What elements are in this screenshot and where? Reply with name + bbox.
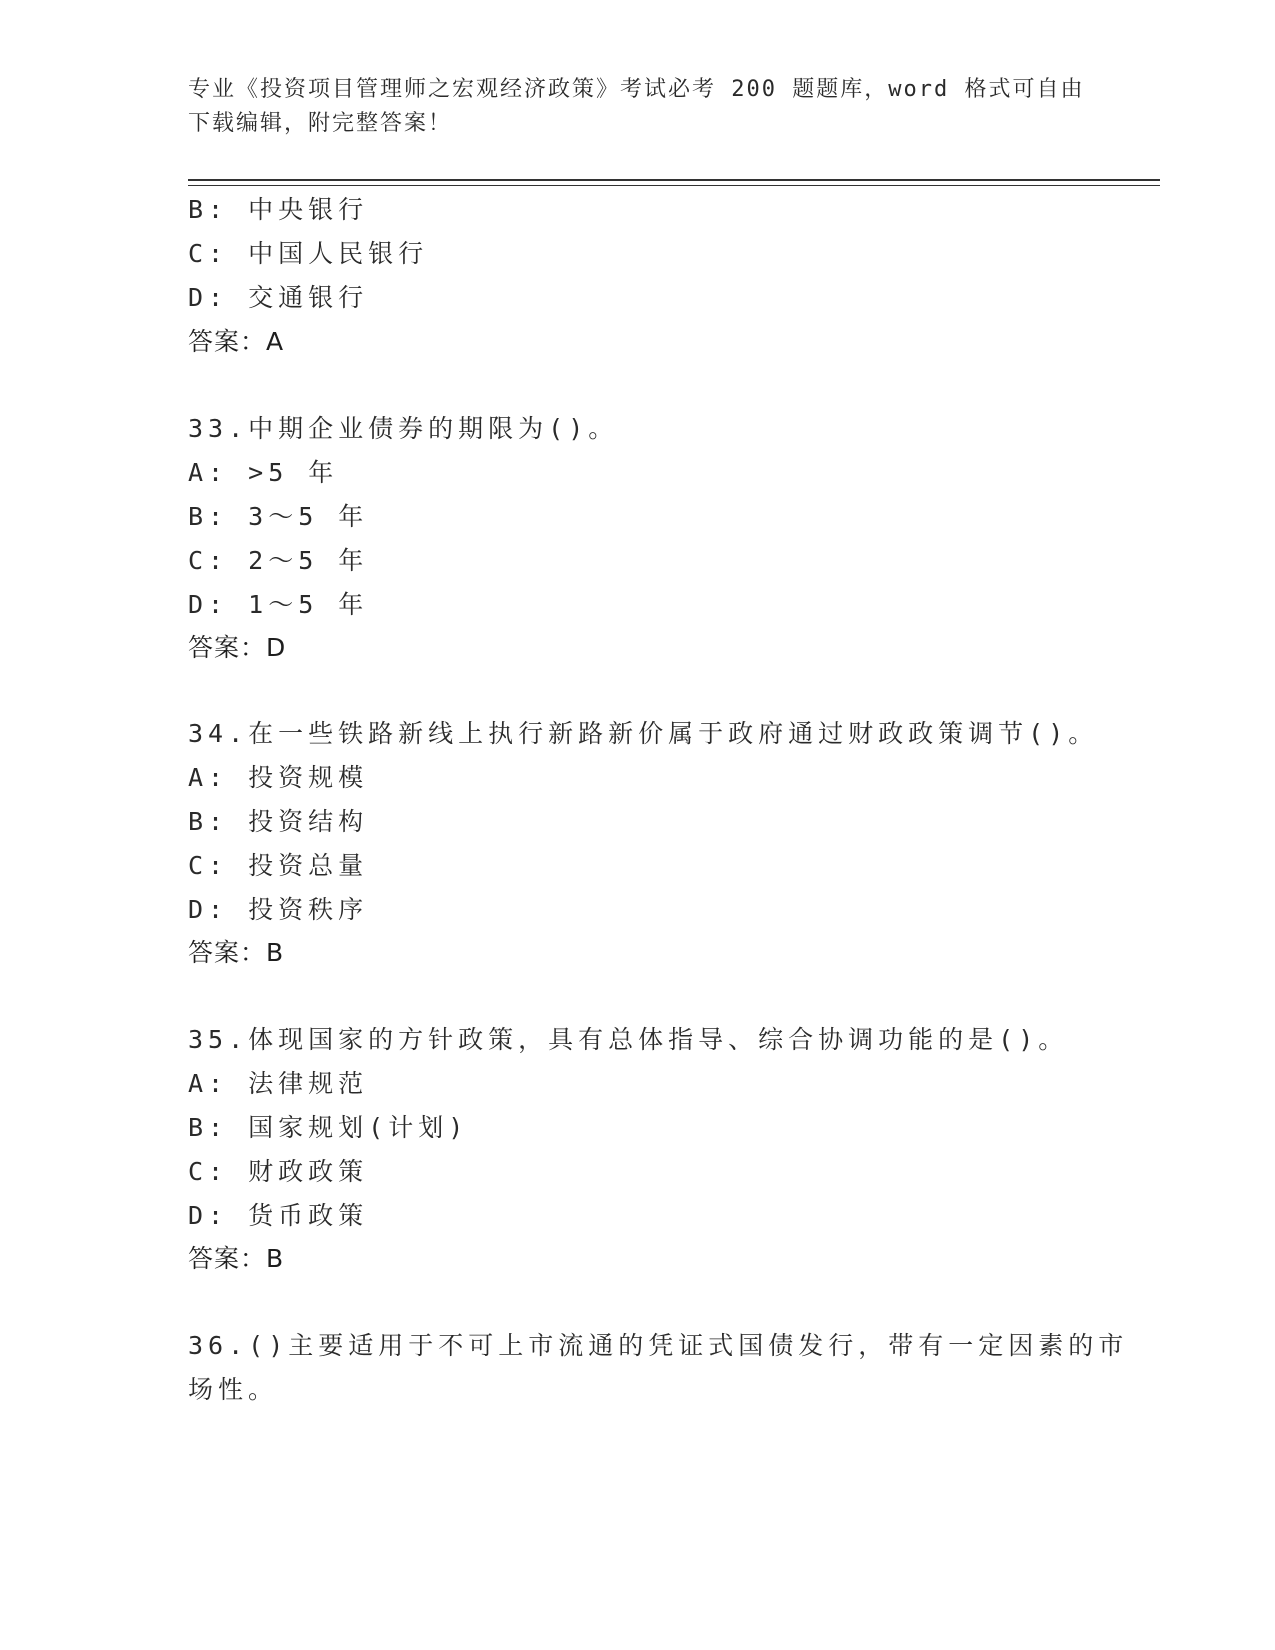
q34-option-d: D: 投资秩序 xyxy=(188,895,369,924)
q32-option-d: D: 交通银行 xyxy=(188,283,369,312)
q32-option-c: C: 中国人民银行 xyxy=(188,239,429,268)
q33-option-b: B: 3～5 年 xyxy=(188,502,369,531)
q36-question-line-2: 场性。 xyxy=(188,1375,279,1404)
q34-option-b: B: 投资结构 xyxy=(188,807,369,836)
q32-option-b: B: 中央银行 xyxy=(188,195,369,224)
q35-option-b: B: 国家规划(计划) xyxy=(188,1113,469,1142)
q34-question: 34.在一些铁路新线上执行新路新价属于政府通过财政政策调节()。 xyxy=(188,719,1099,748)
q33-answer: 答案：D xyxy=(188,633,287,662)
q33-option-a: A: >5 年 xyxy=(188,458,339,487)
q34-option-c: C: 投资总量 xyxy=(188,851,369,880)
header-title-line-1: 专业《投资项目管理师之宏观经济政策》考试必考 200 题题库，word 格式可自由 xyxy=(188,77,1085,102)
header-title-line-2: 下载编辑，附完整答案！ xyxy=(188,111,453,136)
header-divider-thin xyxy=(188,185,1160,186)
q33-question: 33.中期企业债券的期限为()。 xyxy=(188,414,619,443)
q33-option-c: C: 2～5 年 xyxy=(188,546,369,575)
q36-question-line-1: 36.()主要适用于不可上市流通的凭证式国债发行，带有一定因素的市 xyxy=(188,1331,1129,1360)
q35-option-d: D: 货币政策 xyxy=(188,1201,369,1230)
q34-option-a: A: 投资规模 xyxy=(188,763,369,792)
document-header xyxy=(188,73,1085,141)
header-divider-thick xyxy=(188,179,1160,181)
q32-answer: 答案：A xyxy=(188,327,285,356)
q35-option-a: A: 法律规范 xyxy=(188,1069,369,1098)
q35-question: 35.体现国家的方针政策，具有总体指导、综合协调功能的是()。 xyxy=(188,1025,1069,1054)
q34-answer: 答案：B xyxy=(188,938,285,967)
q35-answer: 答案：B xyxy=(188,1244,285,1273)
q33-option-d: D: 1～5 年 xyxy=(188,590,369,619)
q35-option-c: C: 财政政策 xyxy=(188,1157,369,1186)
